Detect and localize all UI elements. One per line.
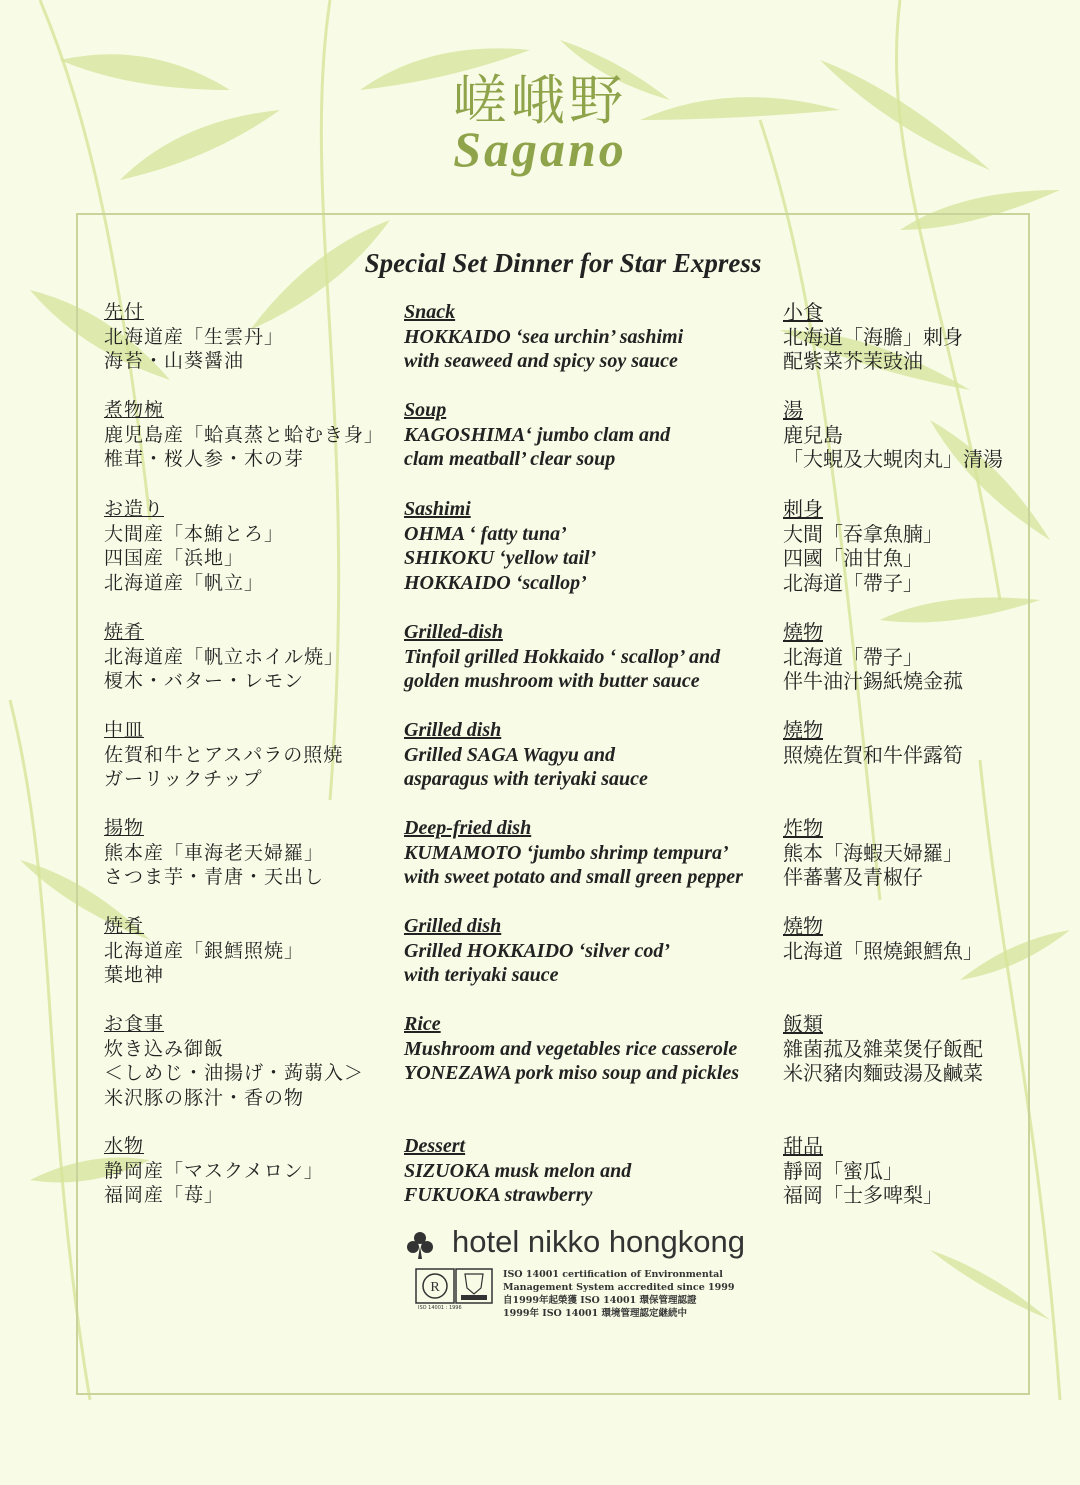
course-line: 伴牛油汁錫紙燒金菰 [783,669,963,693]
course-line: 佐賀和牛とアスパラの照焼 [104,743,344,766]
course-jp-column [104,1012,364,1110]
course-heading: 中皿 [104,719,145,741]
course-jp-column [104,718,343,792]
course-heading: Soup [404,399,447,421]
course-heading: 焼肴 [104,915,145,937]
course-en-column [404,1134,631,1208]
course-heading: 刺身 [783,497,823,521]
iso-line: Management System accredited since 1999 [503,1282,735,1293]
course-line: SHIKOKU ‘yellow tail’ [404,547,597,569]
course-line: 葉地神 [104,964,165,986]
course-heading: Grilled dish [404,719,502,741]
course-line: 大間「吞拿魚腩」 [783,521,943,546]
course-line: Grilled SAGA Wagyu and [404,743,615,766]
course-line: 北海道産「帆立」 [104,571,265,594]
course-line: 北海道「帶子」 [783,644,923,669]
course-line: 熊本産「車海老天婦羅」 [104,841,325,864]
course-heading: お造り [104,498,165,520]
course-heading: 甜品 [783,1134,823,1158]
course-line: 四国産「浜地」 [104,547,245,569]
iso-line: ISO 14001 certification of Environmental [503,1269,723,1280]
course-en-column [404,1012,739,1086]
course-heading: 燒物 [783,718,823,742]
course-line: 椎茸・桜人参・木の芽 [104,448,305,470]
course-jp-column [104,914,304,988]
restaurant-logo-english: Sagano [453,121,627,177]
course-line: with teriyaki sauce [404,964,559,986]
course-en-column [404,914,670,988]
hotel-brand-name: hotel nikko hongkong [452,1224,746,1259]
course-heading: 煮物椀 [104,399,165,421]
course-zh-column [783,497,943,595]
course-line: 米沢豬肉麵豉湯及鹹菜 [783,1061,983,1085]
iso-line: 1999年 ISO 14001 環境管理認定継続中 [503,1308,687,1319]
course-line: KAGOSHIMA‘ jumbo clam and [404,423,671,446]
course-line: HOKKAIDO ‘scallop’ [404,571,587,594]
course-heading: 炸物 [783,816,823,840]
course-jp-column [104,497,284,595]
iso-badge-caption: ISO 14001 : 1996 [418,1305,462,1311]
course-zh-column [783,718,963,767]
course-heading: 焼肴 [104,621,145,643]
course-heading: Rice [404,1013,441,1035]
course-line: clam meatball’ clear soup [404,448,616,470]
course-line: 北海道産「銀鱈照焼」 [104,939,305,962]
course-line: 炊き込み御飯 [104,1037,225,1060]
course-line: with seaweed and spicy soy sauce [404,350,678,372]
course-line: 雜菌菰及雜菜煲仔飯配 [783,1036,983,1061]
course-line: asparagus with teriyaki sauce [404,768,648,790]
course-line: 北海道産「生雲丹」 [104,325,285,348]
course-line: 鹿児島産「蛤真蒸と蛤むき身」 [104,423,385,446]
course-zh-column [783,816,963,890]
course-line: 「大蜆及大蜆肉丸」清湯 [783,447,1003,471]
course-line: 海苔・山葵醤油 [104,350,245,372]
menu-title: Special Set Dinner for Star Express [364,248,762,278]
course-zh-column [783,398,1003,472]
course-line: KUMAMOTO ‘jumbo shrimp tempura’ [404,841,729,864]
course-line: golden mushroom with butter sauce [404,670,700,692]
course-line: 静岡産「マスクメロン」 [104,1159,324,1182]
course-zh-column [783,914,983,963]
course-heading: Deep-fried dish [404,817,532,839]
course-zh-column [783,300,963,374]
course-en-column [404,816,743,890]
course-line: 照燒佐賀和牛伴露筍 [783,742,963,767]
course-jp-column [104,620,344,694]
course-line: 大間産「本鮪とろ」 [104,522,285,545]
course-heading: 揚物 [104,817,145,839]
course-heading: 燒物 [783,914,823,938]
course-zh-column [783,1134,943,1208]
course-line: 熊本「海蝦天婦羅」 [783,840,963,865]
course-line: 福岡産「苺」 [104,1184,225,1206]
course-en-column [404,718,648,792]
course-line: 配紫菜芥茉豉油 [783,349,923,373]
course-line: 福岡「士多啤梨」 [783,1183,943,1207]
course-heading: Grilled-dish [404,621,503,643]
course-line: with sweet potato and small green pepper [404,866,743,888]
course-line: 靜岡「蜜瓜」 [783,1158,903,1183]
course-jp-column [104,1134,324,1208]
course-heading: 湯 [783,398,803,422]
course-line: 米沢豚の豚汁・香の物 [104,1086,305,1109]
course-heading: 水物 [104,1135,145,1157]
course-heading: お食事 [104,1013,165,1035]
menu-frame [76,213,1030,1395]
course-en-column [404,398,670,472]
course-heading: 飯類 [783,1012,823,1036]
course-line: YONEZAWA pork miso soup and pickles [404,1062,740,1084]
course-jp-column [104,816,324,890]
course-line: さつま芋・青唐・天出し [104,866,325,888]
iso-line: 自1999年起榮獲 ISO 14001 環保管理認證 [503,1295,697,1306]
course-line: Tinfoil grilled Hokkaido ‘ scallop’ and [404,645,721,668]
course-line: 北海道「海膽」刺身 [783,324,963,349]
course-en-column [404,497,596,595]
course-line: OHMA ‘ fatty tuna’ [404,522,567,545]
course-zh-column [783,1012,983,1086]
iso-certification-text [503,1268,735,1320]
restaurant-logo-japanese: 嵯峨野 [453,69,627,132]
clover-logo-icon [405,1230,435,1260]
course-heading: 先付 [104,301,145,323]
course-line: SIZUOKA musk melon and [404,1159,632,1182]
course-line: 四國「油甘魚」 [783,546,923,570]
course-zh-column [783,620,963,694]
course-line: 鹿兒島 [783,422,843,447]
course-line: FUKUOKA strawberry [404,1184,593,1206]
course-heading: Sashimi [404,498,471,520]
course-heading: Grilled dish [404,915,502,937]
course-jp-column [104,300,284,374]
course-line: 北海道「照燒銀鱈魚」 [783,938,983,963]
course-en-column [404,300,683,374]
course-line: Mushroom and vegetables rice casserole [404,1037,738,1060]
course-line: 北海道産「帆立ホイル焼」 [104,645,345,668]
course-heading: 小食 [783,300,823,324]
course-heading: Snack [404,301,456,323]
course-line: ガーリックチップ [104,768,263,790]
course-en-column [404,620,720,694]
course-line: ＜しめじ・油揚げ・蒟蒻入＞ [104,1062,365,1084]
course-line: 榎木・バター・レモン [104,670,305,692]
course-heading: 燒物 [783,620,823,644]
course-heading: Dessert [404,1135,466,1157]
course-line: HOKKAIDO ‘sea urchin’ sashimi [404,325,684,348]
course-line: Grilled HOKKAIDO ‘silver cod’ [404,939,671,962]
course-line: 伴蕃薯及青椒仔 [783,865,923,889]
course-line: 北海道「帶子」 [783,570,923,595]
svg-text:R: R [430,1280,440,1295]
course-jp-column [104,398,384,472]
